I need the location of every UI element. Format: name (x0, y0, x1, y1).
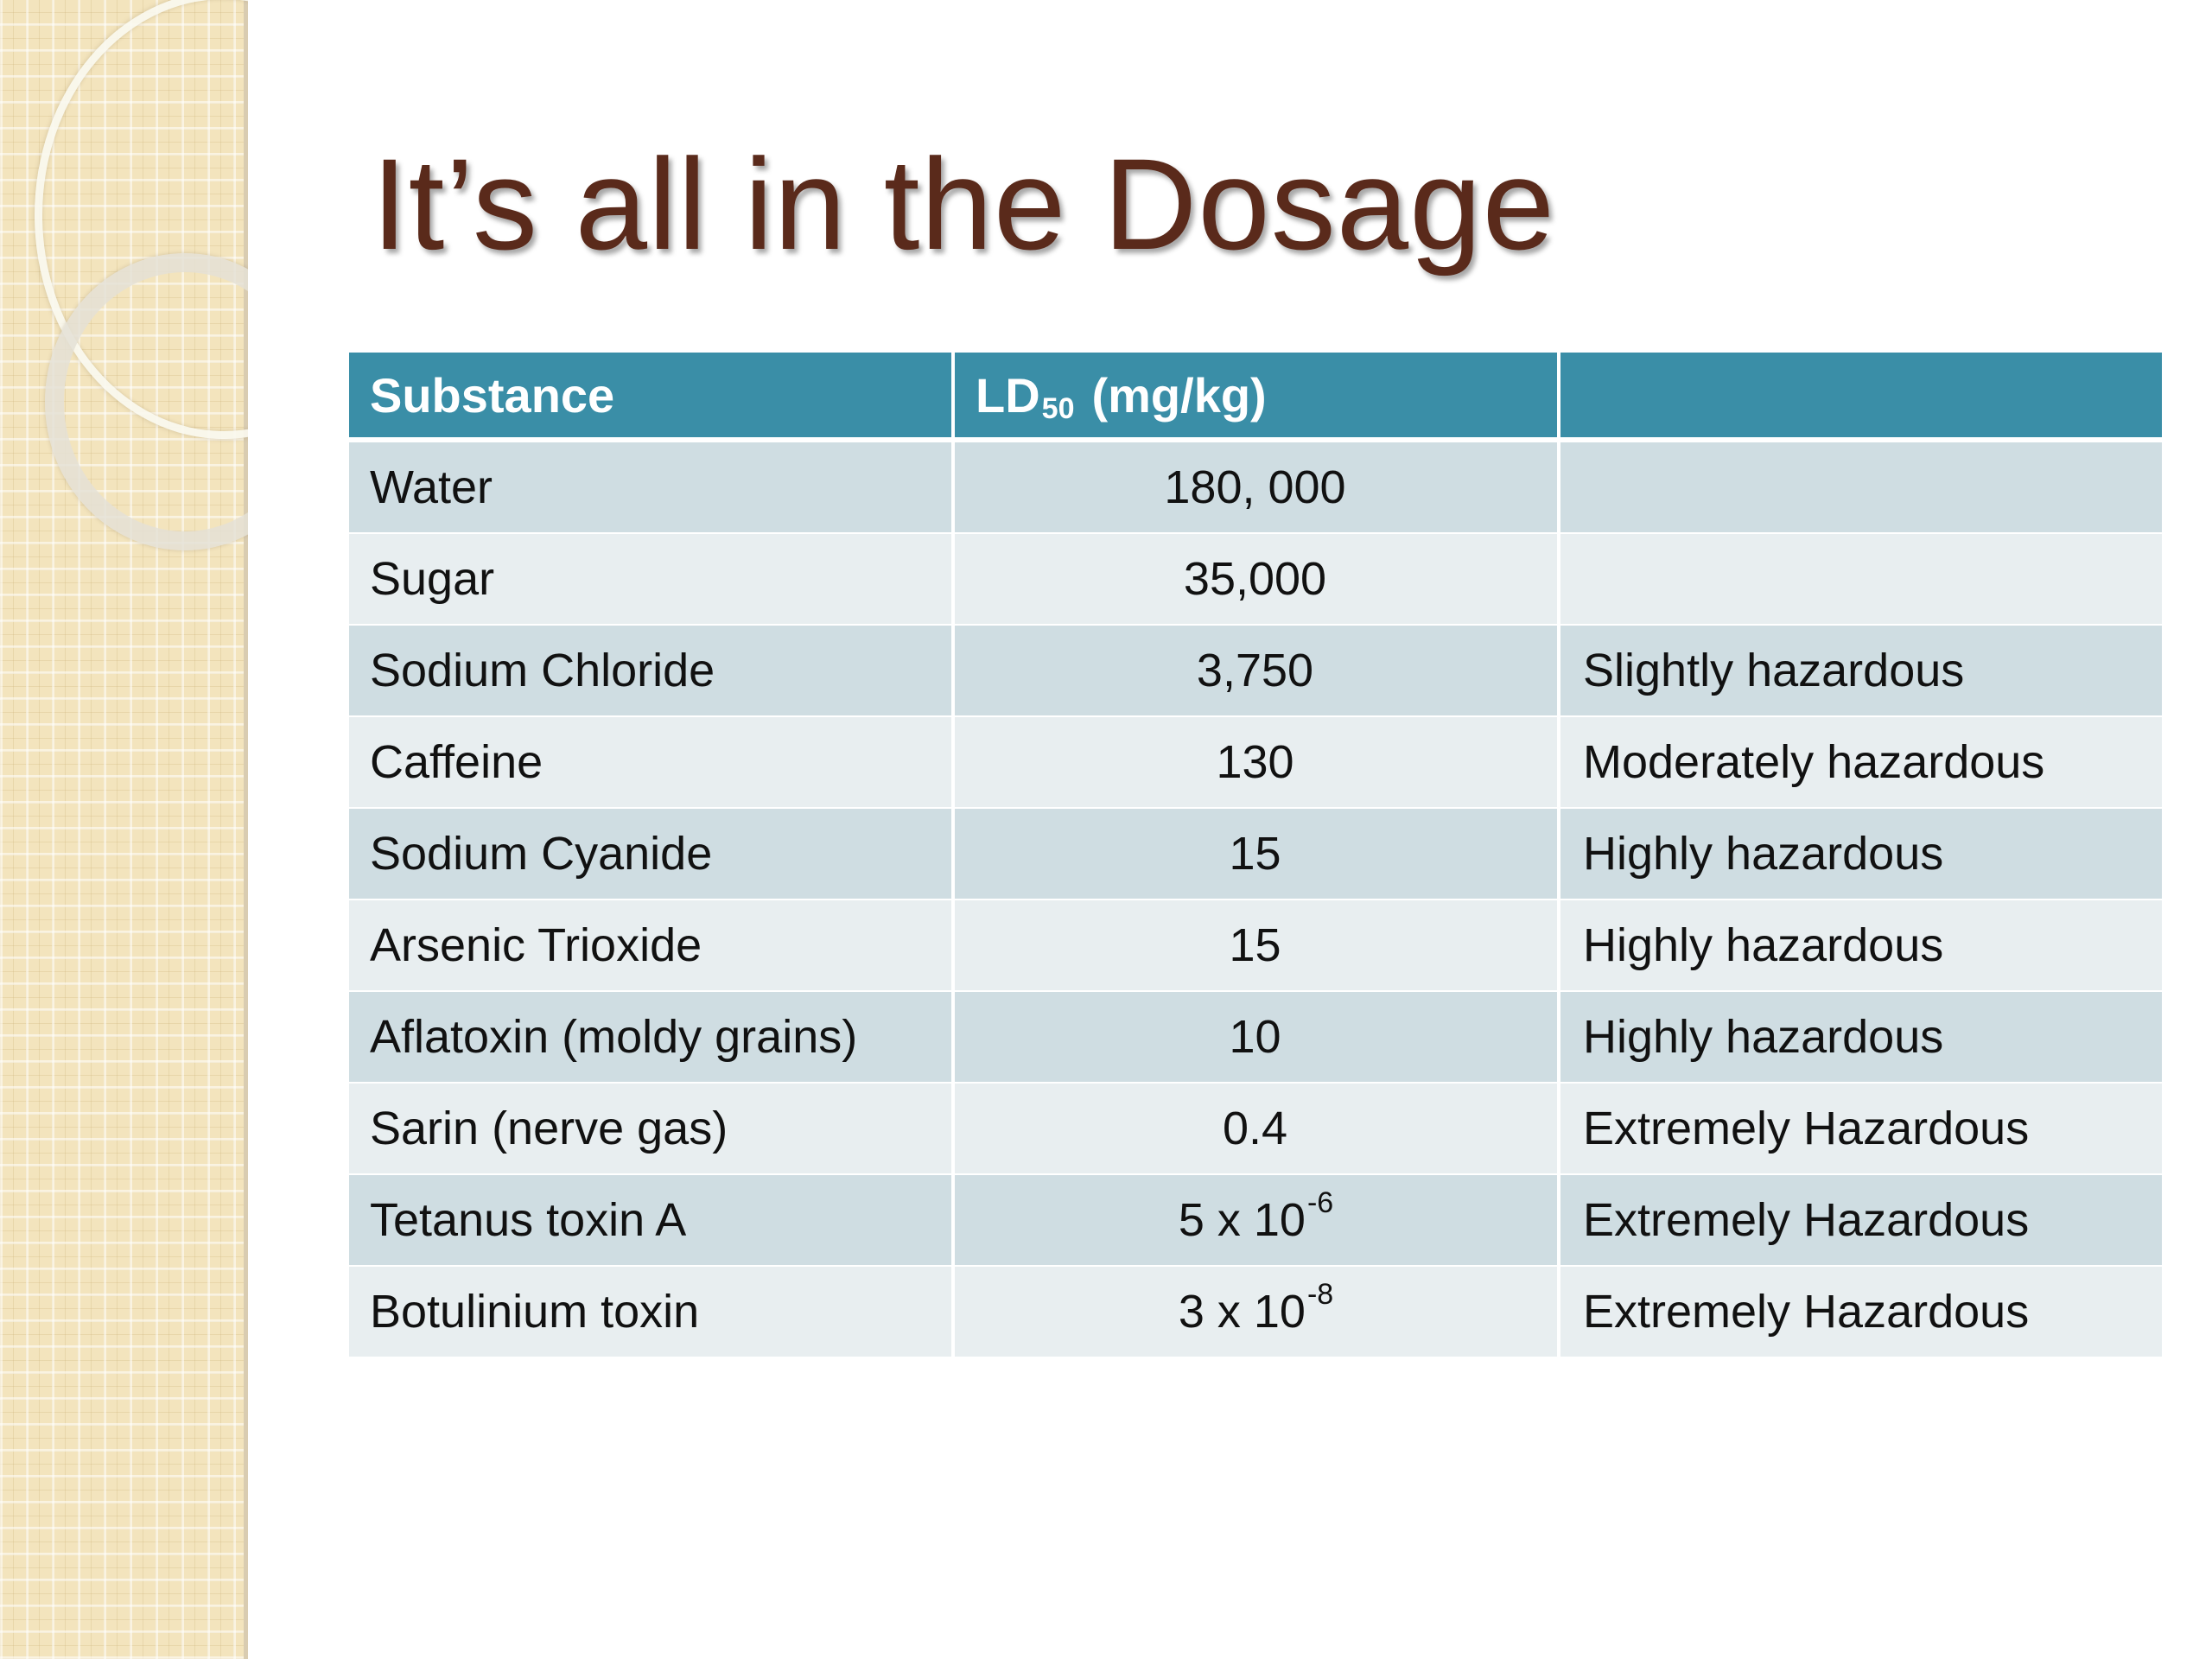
ld50-value: 3 x 10 (1178, 1286, 1306, 1338)
ld50-cell (955, 1084, 1557, 1173)
header-ld-prefix: LD (976, 367, 1040, 423)
hazard-cell (1560, 534, 2162, 624)
table-row (349, 1175, 2162, 1265)
substance-cell: Sodium Cyanide (349, 809, 951, 899)
ld50-cell (955, 534, 1557, 624)
table-row (349, 534, 2162, 624)
table-header-row (349, 353, 2162, 437)
table-row (349, 442, 2162, 532)
hazard-cell: Extremely Hazardous (1560, 1267, 2162, 1357)
substance-cell: Botulinium toxin (349, 1267, 951, 1357)
ld50-value: 5 x 10 (1178, 1194, 1306, 1246)
table-row (349, 626, 2162, 715)
substance-cell: Aflatoxin (moldy grains) (349, 992, 951, 1082)
ld50-cell (955, 900, 1557, 990)
table-row (349, 1084, 2162, 1173)
ld50-value: 3,750 (1196, 645, 1314, 696)
substance-cell: Sodium Chloride (349, 626, 951, 715)
header-ld50 (955, 353, 1557, 437)
ld50-exponent: -6 (1306, 1185, 1334, 1219)
substance-cell: Sarin (nerve gas) (349, 1084, 951, 1173)
slide-title: It’s all in the Dosage (372, 131, 1556, 276)
ld50-value: 10 (1229, 1011, 1281, 1063)
hazard-cell: Slightly hazardous (1560, 626, 2162, 715)
ld50-value: 0.4 (1222, 1103, 1288, 1154)
hazard-cell: Highly hazardous (1560, 992, 2162, 1082)
ld50-exponent: -8 (1306, 1277, 1334, 1311)
substance-cell: Sugar (349, 534, 951, 624)
substance-cell: Tetanus toxin A (349, 1175, 951, 1265)
ld50-cell (955, 1267, 1557, 1357)
ld50-cell (955, 442, 1557, 532)
ld50-cell (955, 992, 1557, 1082)
header-hazard (1560, 353, 2162, 437)
table-row (349, 992, 2162, 1082)
header-ld-subscript: 50 (1041, 391, 1075, 425)
hazard-cell: Highly hazardous (1560, 809, 2162, 899)
ld50-value: 130 (1216, 736, 1294, 788)
hazard-cell: Highly hazardous (1560, 900, 2162, 990)
hazard-cell (1560, 442, 2162, 532)
ld50-cell (955, 626, 1557, 715)
table-row (349, 1267, 2162, 1357)
hazard-cell: Moderately hazardous (1560, 717, 2162, 807)
ld50-cell (955, 1175, 1557, 1265)
hazard-cell: Extremely Hazardous (1560, 1175, 2162, 1265)
ld50-value: 15 (1229, 828, 1281, 880)
ld50-value: 15 (1229, 919, 1281, 971)
table-row (349, 809, 2162, 899)
substance-cell: Arsenic Trioxide (349, 900, 951, 990)
ld50-table (349, 353, 2162, 1358)
ld50-cell (955, 809, 1557, 899)
ld50-value: 35,000 (1183, 553, 1327, 605)
table-row (349, 900, 2162, 990)
hazard-cell: Extremely Hazardous (1560, 1084, 2162, 1173)
header-ld-unit: (mg/kg) (1091, 367, 1267, 423)
substance-cell: Caffeine (349, 717, 951, 807)
ld50-value: 180, 000 (1164, 461, 1346, 513)
header-substance: Substance (349, 353, 951, 437)
ld50-cell (955, 717, 1557, 807)
table-row (349, 717, 2162, 807)
substance-cell: Water (349, 442, 951, 532)
